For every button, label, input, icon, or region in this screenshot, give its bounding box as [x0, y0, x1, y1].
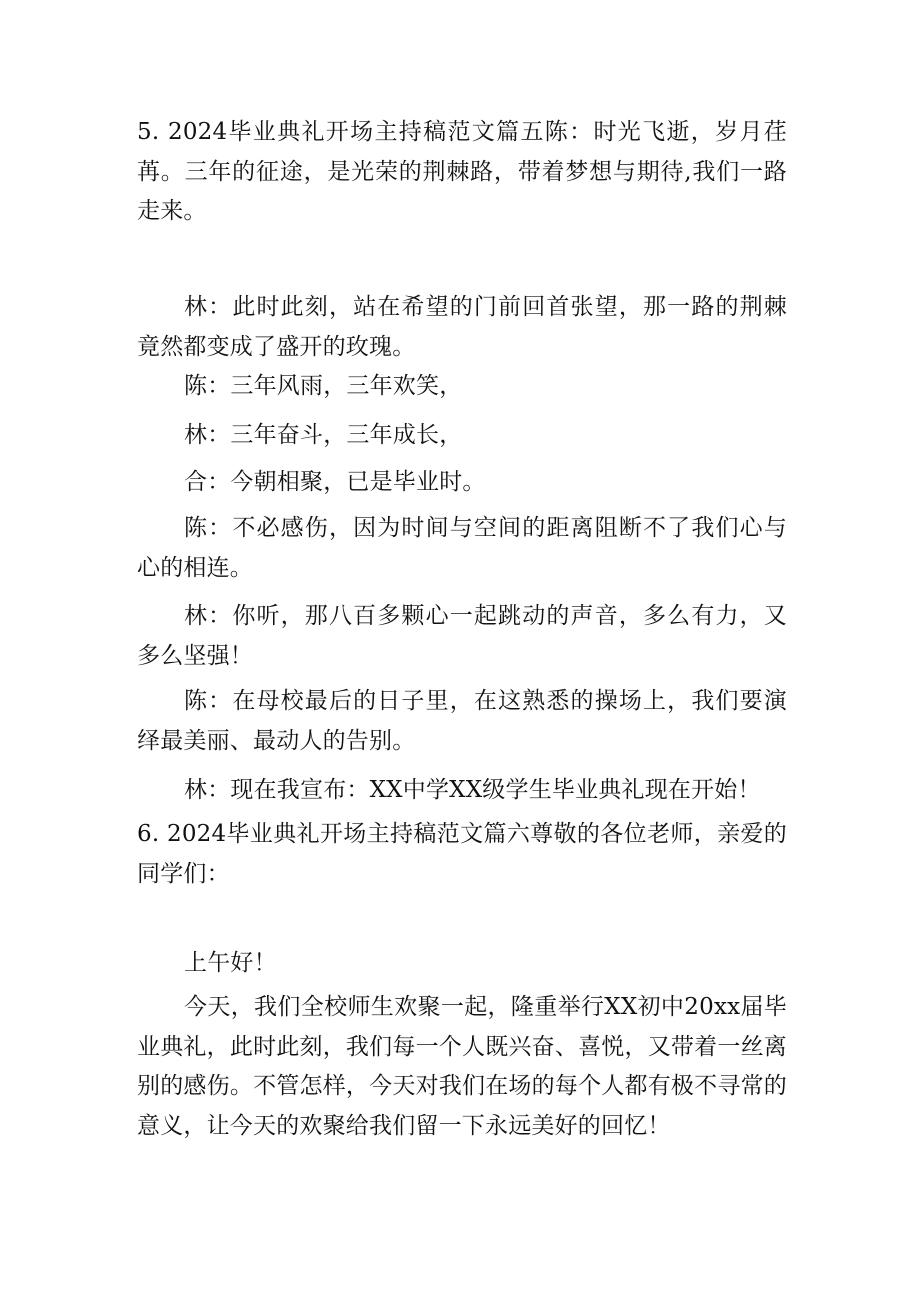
- section6-heading-paragraph: 6. 2024毕业典礼开场主持稿范文篇六尊敬的各位老师，亲爱的同学们：: [137, 821, 787, 887]
- greeting-paragraph: 上午好！: [184, 950, 277, 976]
- dialogue-line: 林：三年奋斗，三年成长，: [184, 422, 463, 448]
- dialogue-line: 陈：不必感伤，因为时间与空间的距离阻断不了我们心与心的相连。: [137, 515, 787, 581]
- dialogue-line: 林：现在我宣布：XX中学XX级学生毕业典礼现在开始！: [184, 777, 761, 803]
- dialogue-line: 陈：三年风雨，三年欢笑，: [184, 373, 463, 399]
- dialogue-line: 林：你听，那八百多颗心一起跳动的声音，多么有力，又多么坚强！: [137, 603, 787, 669]
- section5-heading-paragraph: 5. 2024毕业典礼开场主持稿范文篇五陈：时光飞逝，岁月荏苒。三年的征途，是光荣的荆棘路，带着梦想与期待,我们一路走来。: [137, 119, 787, 224]
- body-paragraph: 今天，我们全校师生欢聚一起，隆重举行XX初中20xx届毕业典礼，此时此刻，我们每一个人既兴奋、喜悦，又带着一丝离别的感伤。不管怎样，今天对我们在场的每个人都有极不寻常的意义，让今天的欢聚给我们留一下永远美好的回忆！: [137, 994, 787, 1139]
- dialogue-line: 陈：在母校最后的日子里，在这熟悉的操场上，我们要演绎最美丽、最动人的告别。: [137, 688, 787, 754]
- dialogue-line: 林：此时此刻，站在希望的门前回首张望，那一路的荆棘竟然都变成了盛开的玫瑰。: [137, 294, 787, 360]
- dialogue-line: 合：今朝相聚，已是毕业时。: [184, 469, 486, 495]
